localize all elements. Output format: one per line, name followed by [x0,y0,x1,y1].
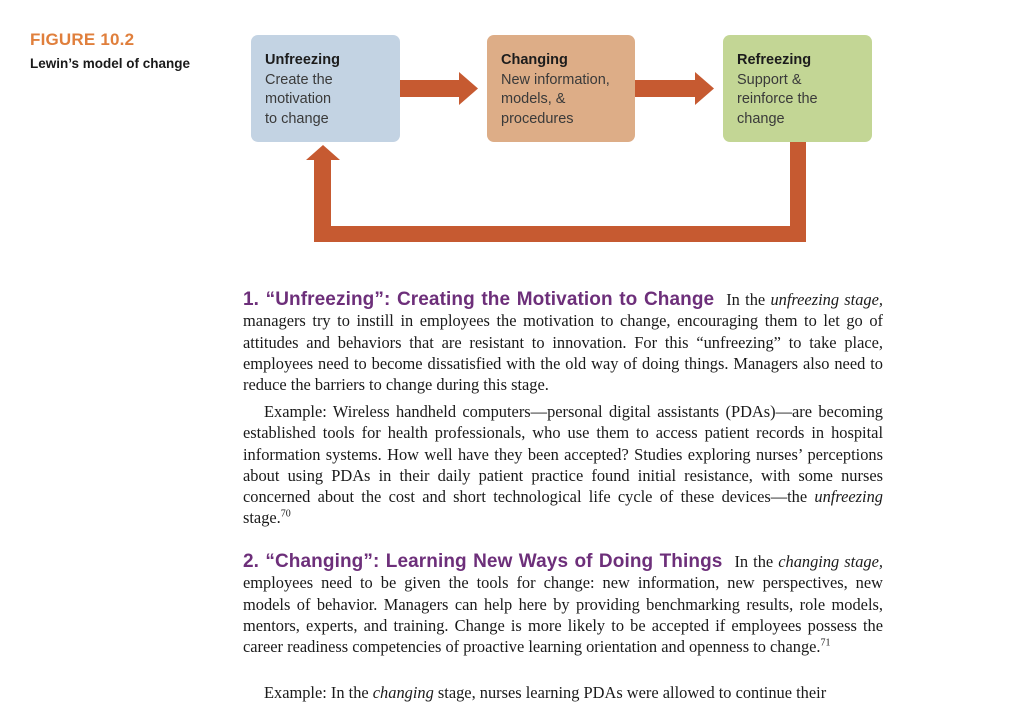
section2-example-b: stage, nurses learning PDAs were allowed to continue their [433,683,827,702]
changing-line-1: New information, [501,71,610,88]
changing-title: Changing [501,52,568,68]
section2-example [243,682,883,703]
arrow-shaft-2 [635,80,695,97]
section1-paragraph [243,289,883,395]
section1-heading: 1. “Unfreezing”: Creating the Motivation to Change [243,289,715,310]
section2-paragraph [243,551,883,657]
arrow-head-2 [695,72,714,105]
section1-example-a: Example: Wireless handheld computers—personal digital assistants (PDAs)—are becoming established tools for health professionals, who use them to access patient records in hospital information systems. How well have they been accepted? Studies exploring nurses’ perceptions about using PDAs in their daily patient practice found initial resistance, with some nurses concerned about the cost and short technological life cycle of these devices—the [243,402,883,507]
refreezing-box [723,35,872,142]
section1-example [243,401,883,529]
unfreezing-line-2: motivation [265,91,332,107]
refreezing-title: Refreezing [737,52,812,68]
arrow-shaft-1 [400,80,459,97]
changing-line-3: procedures [501,110,574,127]
section2-example-emphasis: changing [372,683,434,702]
section1-text-a: In the [726,290,771,309]
section2-emphasis: changing stage, [778,552,883,571]
section2-text-b: employees need to be given the tools for change: new information, new perspectives, new models of behavior. Managers can help here by providing benchmarking results, role models, mentors, experts, and training. Change is more likely to be accepted if employees possess the career readiness competencies of proactive learning orientation and openness to change. [243,573,883,657]
section1-emphasis: unfreezing stage, [770,290,883,309]
section1-example-emphasis: unfreezing [814,487,883,507]
section2-heading: 2. “Changing”: Learning New Ways of Doing Things [243,551,723,572]
unfreezing-title: Unfreezing [265,52,340,68]
section2-example-a: Example: In the [264,683,373,702]
arrow-head-1 [459,72,478,105]
unfreezing-line-3: to change [265,110,329,127]
footnote-ref-70: 70 [280,509,291,521]
unfreezing-line-1: Create the [265,71,333,88]
footnote-ref-71: 71 [820,637,831,649]
section1-example-b: stage. [243,508,281,528]
refreezing-line-2: reinforce the [737,91,818,107]
refreezing-line-3: change [737,110,785,127]
refreezing-line-1: Support & [737,71,802,88]
figure-caption: Lewin’s model of change [30,56,191,71]
changing-line-2: models, & [501,91,566,107]
section2-text-a: In the [734,552,779,571]
figure-number: FIGURE 10.2 [30,30,135,49]
changing-box [487,35,635,142]
feedback-loop-arrow [306,142,806,242]
section1-text-b: managers try to instill in employees the motivation to change, encouraging them to let go of attitudes and behaviors that are resistant to innovation. For this “unfreezing” to take place, employees need to become dissatisfied with the old way of doing things. Managers also need to reduce the barriers to change during this stage. [243,311,883,395]
unfreezing-box [251,35,400,142]
